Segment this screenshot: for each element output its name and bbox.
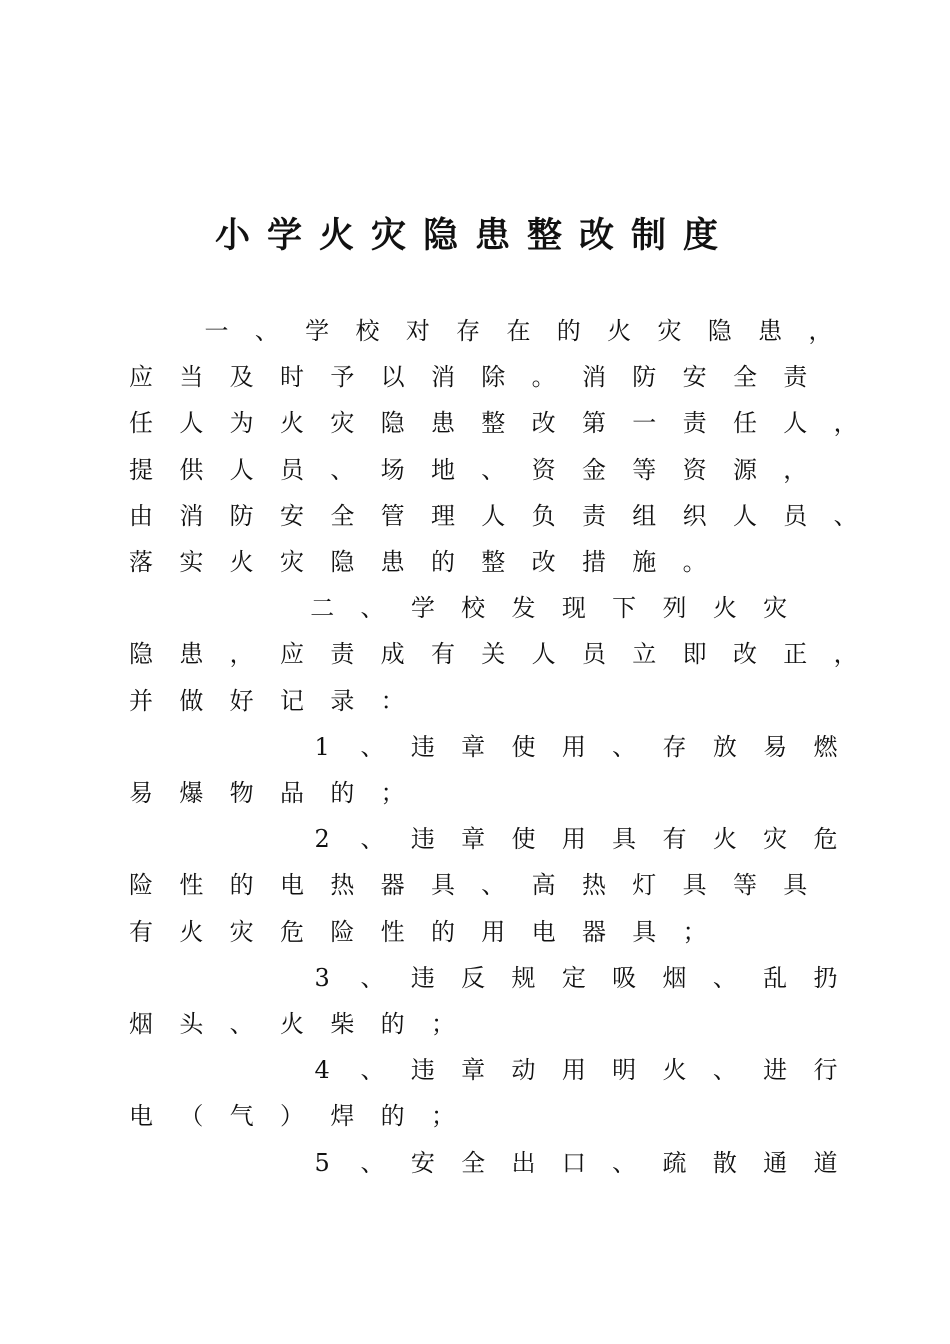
paragraph-line: 有 火 灾 危 险 性 的 用 电 器 具 ； [129,917,707,946]
paragraph-line: 一 、 学 校 对 存 在 的 火 灾 隐 患 ， [204,317,833,345]
paragraph-line: 5 、 安 全 出 口 、 疏 散 通 道 [314,1148,838,1177]
paragraph-line: 3 、 违 反 规 定 吸 烟 、 乱 扔 [314,963,838,992]
paragraph-line: 由 消 防 安 全 管 理 人 负 责 组 织 人 员 、 [129,501,858,530]
paragraph-line: 易 爆 物 品 的 ； [129,779,405,807]
paragraph-line: 提 供 人 员 、 场 地 、 资 金 等 资 源 ， [129,455,808,484]
paragraph-line: 隐 患 ， 应 责 成 有 关 人 员 立 即 改 正 ， [129,640,858,669]
paragraph-line: 烟 头 、 火 柴 的 ； [129,1010,455,1038]
paragraph-line: 2 、 违 章 使 用 具 有 火 灾 危 [314,825,838,854]
paragraph-line: 落 实 火 灾 隐 患 的 整 改 措 施 。 [129,548,707,576]
document-title: 小学火灾隐患整改制度 [214,215,735,256]
paragraph-line: 1 、 违 章 使 用 、 存 放 易 燃 [314,732,838,761]
paragraph-line: 险 性 的 电 热 器 具 、 高 热 灯 具 等 具 [129,871,808,900]
paragraph-line: 二 、 学 校 发 现 下 列 火 灾 [310,594,788,623]
paragraph-line: 并 做 好 记 录 ： [129,686,405,715]
paragraph-line: 应 当 及 时 予 以 消 除 。 消 防 安 全 责 [129,363,808,392]
paragraph-line: 4 、 违 章 动 用 明 火 、 进 行 [314,1056,838,1085]
paragraph-line: 电 （ 气 ） 焊 的 ； [129,1102,455,1131]
paragraph-line: 任 人 为 火 灾 隐 患 整 改 第 一 责 任 人 ， [129,409,858,438]
